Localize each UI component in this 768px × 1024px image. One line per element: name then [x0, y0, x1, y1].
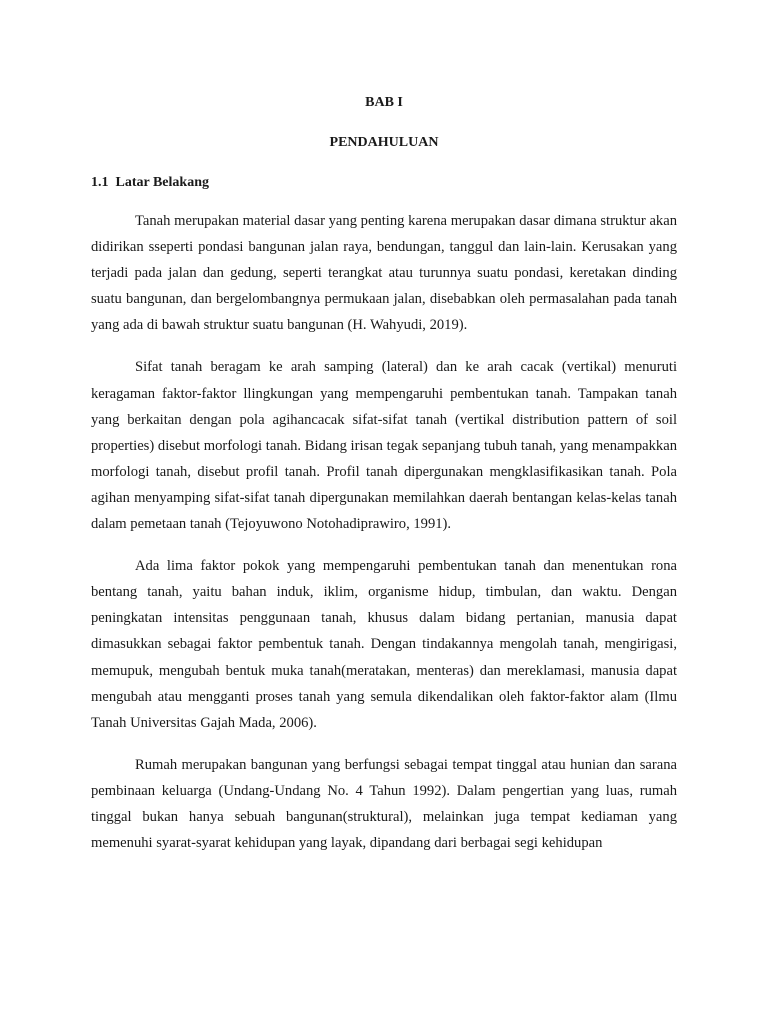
chapter-title: PENDAHULUAN — [329, 135, 439, 150]
paragraph-1: Tanah merupakan material dasar yang penting karena merupakan dasar dimana struktur akan didirikan sseperti pondasi bangunan jalan raya, bendungan, tanggul dan lain-lain. Kerusakan yang terjadi pada jalan dan gedung, seperti terangkat atau turunnya suatu pondasi, keretakan dinding suatu bangunan, dan bergelombangnya permukaan jalan, disebabkan oleh permasalahan pada tanah yang ada di bawah struktur suatu bangunan (H. Wahyudi, 2019). — [91, 213, 677, 334]
paragraph-4: Rumah merupakan bangunan yang berfungsi sebagai tempat tinggal atau hunian dan sarana pembinaan keluarga (Undang-Undang No. 4 Tahun 1992). Dalam pengertian yang luas, rumah tinggal bukan hanya sebuah bangunan(struktural), melainkan juga tempat kediaman yang memenuhi syarat-syarat kehidupan yang layak, dipandang dari berbagai segi kehidupan — [91, 756, 677, 852]
section-heading: 1.1 Latar Belakang — [91, 175, 209, 190]
paragraph-3: Ada lima faktor pokok yang mempengaruhi pembentukan tanah dan menentukan rona bentang tanah, yaitu bahan induk, iklim, organisme hidup, timbulan, dan waktu. Dengan peningkatan intensitas penggunaan tanah, khusus dalam bidang pertanian, manusia dapat dimasukkan sebagai faktor pembentuk tanah. Dengan tindakannya mengolah tanah, mengirigasi, memupuk, mengubah bentuk muka tanah(meratakan, menteras) dan mereklamasi, manusia dapat mengubah atau mengganti proses tanah yang semula dikendalikan oleh faktor-faktor alam (Ilmu Tanah Universitas Gajah Mada, 2006). — [91, 558, 677, 731]
paragraph-2: Sifat tanah beragam ke arah samping (lateral) dan ke arah cacak (vertikal) menuruti keragaman faktor-faktor llingkungan yang mempengaruhi pembentukan tanah. Tampakan tanah yang berkaitan dengan pola agihancacak sifat-sifat tanah (vertikal distribution pattern of soil properties) disebut morfologi tanah. Bidang irisan tegak sepanjang tubuh tanah, yang menampakkan morfologi tanah, disebut profil tanah. Profil tanah dipergunakan mengklasifikasikan tanah. Pola agihan menyamping sifat-sifat tanah dipergunakan memilahkan daerah bentangan kelas-kelas tanah dalam pemetaan tanah (Tejoyuwono Notohadiprawiro, 1991). — [91, 359, 677, 533]
chapter-number: BAB I — [365, 95, 403, 110]
body-text — [91, 208, 677, 872]
